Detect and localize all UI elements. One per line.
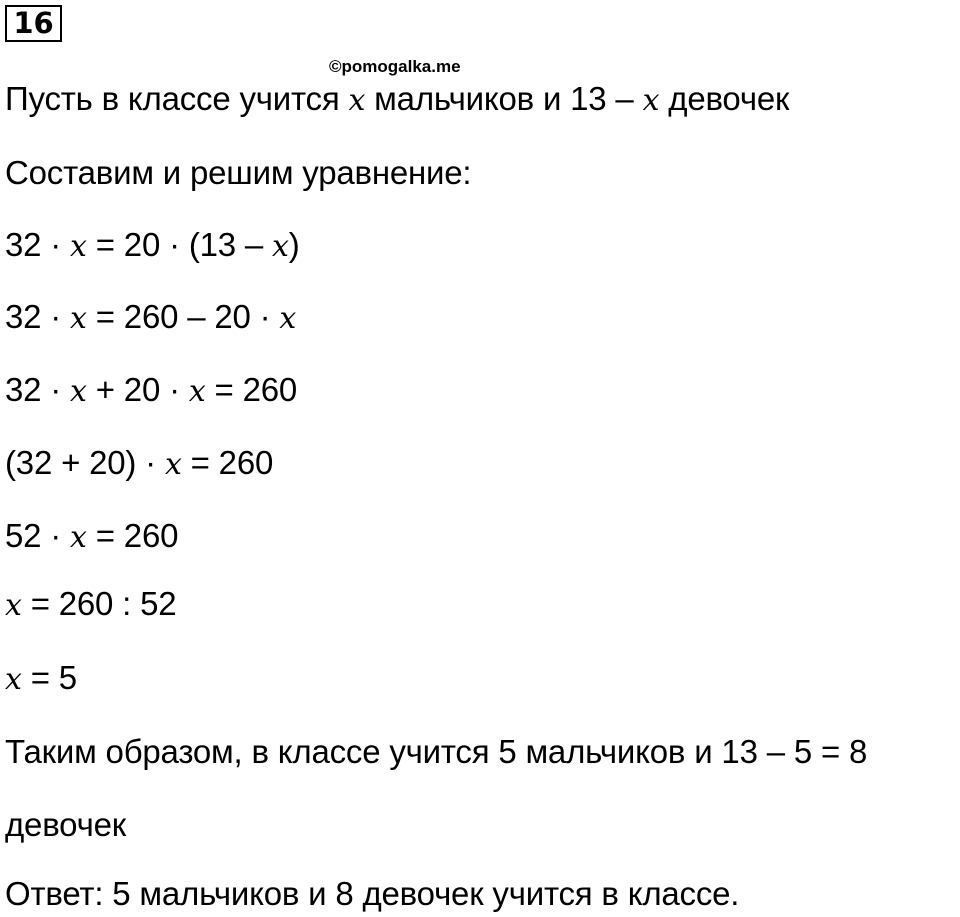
variable-x: x (272, 229, 289, 264)
equation-text: ) (288, 226, 300, 263)
variable-x: x (279, 301, 297, 336)
problem-number-box (5, 5, 62, 42)
conclusion-line-1: Таким образом, в классе учится 5 мальчиков и 13 – 5 = 8 (5, 733, 868, 770)
problem-number: 16 (13, 6, 54, 40)
variable-x: x (70, 229, 87, 264)
equation-text: = 5 (21, 659, 77, 696)
equation-text: = 260 : 52 (21, 585, 177, 622)
variable-x: x (164, 447, 182, 482)
variable-x: x (70, 301, 87, 336)
equation-line-3 (5, 370, 297, 412)
variable-x: x (5, 662, 22, 697)
variable-x: x (642, 83, 660, 118)
equation-text: = 260 – 20 · (86, 298, 280, 335)
equation-text: 32 · (5, 298, 71, 335)
setup-line: Составим и решим уравнение: (5, 154, 472, 191)
intro-line (5, 79, 789, 121)
equation-text: 52 · (5, 517, 71, 554)
equation-text: = 260 (205, 371, 298, 408)
equation-text: = 260 (181, 444, 274, 481)
equation-line-1 (5, 225, 300, 267)
equation-text: 32 · (5, 226, 71, 263)
variable-x: x (70, 520, 87, 555)
intro-text-1: Пусть в классе учится (5, 80, 349, 117)
conclusion-line-2: девочек (5, 806, 126, 843)
equation-line-7 (5, 658, 77, 700)
equation-text: = 20 · (13 – (86, 226, 273, 263)
watermark: ©pomogalka.me (329, 57, 461, 76)
equation-text: + 20 · (86, 371, 189, 408)
variable-x: x (188, 374, 206, 409)
intro-text-3: девочек (659, 80, 790, 117)
equation-text: (32 + 20) · (5, 444, 165, 481)
variable-x: x (348, 83, 366, 118)
equation-line-4 (5, 443, 273, 485)
variable-x: x (5, 588, 22, 623)
variable-x: x (70, 374, 87, 409)
answer-line: Ответ: 5 мальчиков и 8 девочек учится в классе. (5, 875, 740, 912)
equation-text: = 260 (86, 517, 179, 554)
equation-line-5 (5, 516, 178, 558)
equation-text: 32 · (5, 371, 71, 408)
intro-text-2: мальчиков и 13 – (365, 80, 643, 117)
equation-line-6 (5, 584, 176, 626)
equation-line-2 (5, 297, 296, 339)
